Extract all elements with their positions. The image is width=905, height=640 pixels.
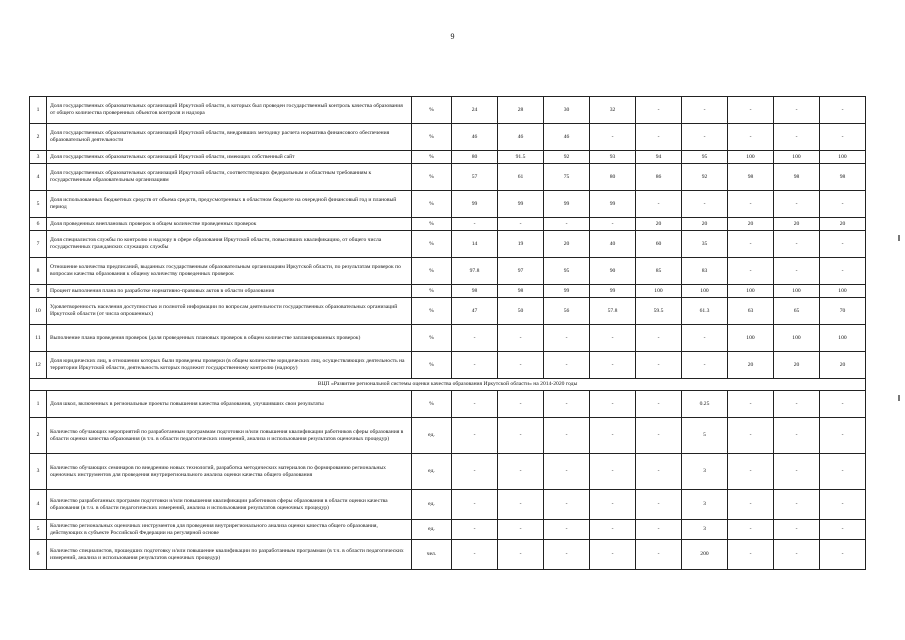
value-cell: 98 xyxy=(820,164,866,191)
value-cell: 100 xyxy=(728,151,774,164)
value-cell: 20 xyxy=(774,352,820,379)
value-cell: - xyxy=(774,97,820,124)
value-cell: - xyxy=(774,191,820,218)
value-cell: - xyxy=(728,418,774,454)
value-cell: - xyxy=(636,490,682,520)
value-cell: - xyxy=(452,352,498,379)
value-cell: - xyxy=(728,454,774,490)
value-cell: - xyxy=(774,391,820,418)
value-cell: 20 xyxy=(728,352,774,379)
value-cell: 65 xyxy=(774,298,820,325)
value-cell: 95 xyxy=(544,258,590,285)
value-cell: - xyxy=(820,258,866,285)
value-cell: - xyxy=(728,520,774,540)
value-cell: - xyxy=(820,418,866,454)
indicator-description-cell: Доля использованных бюджетных средств от объема средств, предусмотренных в областном бюджете на очередной финансовый год и плановый период xyxy=(47,191,412,218)
value-cell: 20 xyxy=(820,352,866,379)
value-cell: - xyxy=(636,97,682,124)
value-cell: - xyxy=(452,540,498,570)
value-cell: 46 xyxy=(544,124,590,151)
table-row xyxy=(30,325,866,352)
value-cell: 99 xyxy=(590,191,636,218)
value-cell: - xyxy=(452,490,498,520)
value-cell: 20 xyxy=(636,218,682,231)
indicator-description-cell: Доля государственных образовательных организаций Иркутской области, имеющих собственный сайт xyxy=(47,151,412,164)
indicator-description-cell: Удовлетворенность населения доступностью и полнотой информации по вопросам деятельности государственных образовательных организаций Иркутской области (от числа опрошенных) xyxy=(47,298,412,325)
unit-cell: % xyxy=(412,391,452,418)
value-cell: - xyxy=(636,352,682,379)
value-cell: - xyxy=(820,490,866,520)
value-cell: - xyxy=(452,325,498,352)
row-number-cell: 9 xyxy=(30,285,47,298)
value-cell: - xyxy=(590,490,636,520)
value-cell: 46 xyxy=(498,124,544,151)
row-number-cell: 7 xyxy=(30,231,47,258)
section-title: ВЦП «Развитие региональной системы оценки качества образования Иркутской области» на 2014-2020 годы xyxy=(30,379,866,391)
value-cell: 100 xyxy=(682,285,728,298)
row-number-cell: 3 xyxy=(30,454,47,490)
value-cell: - xyxy=(682,97,728,124)
indicators-table xyxy=(29,96,866,570)
value-cell: 50 xyxy=(498,298,544,325)
scan-edge-mark xyxy=(898,395,900,401)
value-cell: 61.3 xyxy=(682,298,728,325)
value-cell: 5 xyxy=(682,418,728,454)
value-cell: 86 xyxy=(636,164,682,191)
unit-cell: % xyxy=(412,151,452,164)
indicator-description-cell: Процент выполнения плана по разработке нормативно-правовых актов в области образования xyxy=(47,285,412,298)
value-cell: - xyxy=(682,124,728,151)
unit-cell: % xyxy=(412,298,452,325)
value-cell: 24 xyxy=(452,97,498,124)
value-cell: 92 xyxy=(544,151,590,164)
indicator-description-cell: Отношение количества предписаний, выданных государственным образовательным организациям Иркутской области, по результатам проверок по вопросам качества образования к общему количеству проведенных проверок xyxy=(47,258,412,285)
value-cell: - xyxy=(498,352,544,379)
indicator-description-cell: Доля государственных образовательных организаций Иркутской области, соответствующих федеральным и областным требованиям к государственным образовательным организациям xyxy=(47,164,412,191)
value-cell: 57 xyxy=(452,164,498,191)
value-cell: - xyxy=(452,520,498,540)
value-cell: 3 xyxy=(682,454,728,490)
unit-cell: % xyxy=(412,191,452,218)
table-row xyxy=(30,191,866,218)
row-number-cell: 6 xyxy=(30,218,47,231)
table-row xyxy=(30,418,866,454)
row-number-cell: 8 xyxy=(30,258,47,285)
row-number-cell: 2 xyxy=(30,124,47,151)
value-cell: 19 xyxy=(498,231,544,258)
value-cell: - xyxy=(728,124,774,151)
value-cell: - xyxy=(636,325,682,352)
value-cell: - xyxy=(636,418,682,454)
unit-cell: % xyxy=(412,124,452,151)
page-number: 9 xyxy=(450,32,455,41)
value-cell: - xyxy=(820,124,866,151)
value-cell: - xyxy=(682,325,728,352)
value-cell: 20 xyxy=(820,218,866,231)
value-cell: - xyxy=(544,490,590,520)
table-row xyxy=(30,454,866,490)
value-cell: 61 xyxy=(498,164,544,191)
unit-cell: % xyxy=(412,352,452,379)
row-number-cell: 5 xyxy=(30,191,47,218)
value-cell: 20 xyxy=(544,231,590,258)
value-cell: 85 xyxy=(636,258,682,285)
value-cell: - xyxy=(682,352,728,379)
table-row xyxy=(30,285,866,298)
unit-cell: % xyxy=(412,164,452,191)
value-cell: - xyxy=(636,391,682,418)
value-cell: - xyxy=(544,218,590,231)
value-cell: - xyxy=(498,490,544,520)
row-number-cell: 2 xyxy=(30,418,47,454)
value-cell: - xyxy=(544,418,590,454)
value-cell: - xyxy=(774,258,820,285)
value-cell: - xyxy=(590,325,636,352)
value-cell: 100 xyxy=(728,285,774,298)
value-cell: 100 xyxy=(636,285,682,298)
value-cell: 97 xyxy=(498,258,544,285)
row-number-cell: 4 xyxy=(30,164,47,191)
table-row xyxy=(30,164,866,191)
value-cell: - xyxy=(728,97,774,124)
unit-cell: ед. xyxy=(412,454,452,490)
table-row xyxy=(30,151,866,164)
value-cell: 98 xyxy=(728,164,774,191)
value-cell: - xyxy=(820,97,866,124)
value-cell: - xyxy=(590,520,636,540)
value-cell: - xyxy=(636,191,682,218)
value-cell: - xyxy=(774,418,820,454)
value-cell: 3 xyxy=(682,520,728,540)
value-cell: 63 xyxy=(728,298,774,325)
value-cell: 98 xyxy=(498,285,544,298)
indicator-description-cell: Количество обучающих мероприятий по разработанным программам подготовки и/или повышения квалификации работников сферы образования в области оценки качества образования (в т.ч. в области педагогических измерений, анализа и использования результатов оценочных процедур) xyxy=(47,418,412,454)
value-cell: - xyxy=(820,454,866,490)
value-cell: - xyxy=(728,490,774,520)
row-number-cell: 6 xyxy=(30,540,47,570)
value-cell: - xyxy=(452,454,498,490)
table-row xyxy=(30,352,866,379)
value-cell: - xyxy=(590,391,636,418)
value-cell: - xyxy=(544,520,590,540)
indicator-description-cell: Количество региональных оценочных инструментов для проведения внутрирегионального анализа оценки качества общего образования, действующих в субъекте Российской Федерации на регулярной основе xyxy=(47,520,412,540)
table-row xyxy=(30,218,866,231)
value-cell: 200 xyxy=(682,540,728,570)
value-cell: - xyxy=(728,391,774,418)
value-cell: - xyxy=(590,352,636,379)
value-cell: 59.5 xyxy=(636,298,682,325)
value-cell: 98 xyxy=(452,285,498,298)
value-cell: - xyxy=(452,391,498,418)
value-cell: 20 xyxy=(774,218,820,231)
value-cell: 32 xyxy=(590,97,636,124)
value-cell: - xyxy=(544,352,590,379)
value-cell: - xyxy=(774,454,820,490)
unit-cell: % xyxy=(412,258,452,285)
value-cell: 70 xyxy=(820,298,866,325)
table-row xyxy=(30,124,866,151)
value-cell: 35 xyxy=(682,231,728,258)
value-cell: 80 xyxy=(452,151,498,164)
section-header-row xyxy=(30,379,866,391)
value-cell: 0.25 xyxy=(682,391,728,418)
value-cell: - xyxy=(820,520,866,540)
value-cell: 90 xyxy=(590,258,636,285)
indicator-description-cell: Доля юридических лиц, в отношении которых были проведены проверки (в общем количестве юридических лиц, осуществляющих деятельность на территории Иркутской области, деятельность которых подлежит государственному контролю (надзору) xyxy=(47,352,412,379)
value-cell: 57.8 xyxy=(590,298,636,325)
value-cell: 93 xyxy=(590,151,636,164)
unit-cell: % xyxy=(412,218,452,231)
value-cell: - xyxy=(774,520,820,540)
row-number-cell: 1 xyxy=(30,391,47,418)
row-number-cell: 12 xyxy=(30,352,47,379)
value-cell: - xyxy=(636,124,682,151)
value-cell: 99 xyxy=(544,285,590,298)
value-cell: 100 xyxy=(820,325,866,352)
value-cell: 99 xyxy=(498,191,544,218)
value-cell: - xyxy=(820,231,866,258)
value-cell: - xyxy=(498,520,544,540)
value-cell: - xyxy=(774,540,820,570)
unit-cell: % xyxy=(412,231,452,258)
table-row xyxy=(30,540,866,570)
value-cell: - xyxy=(498,325,544,352)
indicator-description-cell: Доля проведенных внеплановых проверок в общем количестве проведенных проверок xyxy=(47,218,412,231)
value-cell: 99 xyxy=(590,285,636,298)
value-cell: - xyxy=(590,418,636,454)
unit-cell: ед. xyxy=(412,520,452,540)
value-cell: 97.8 xyxy=(452,258,498,285)
value-cell: 46 xyxy=(452,124,498,151)
value-cell: 94 xyxy=(636,151,682,164)
value-cell: - xyxy=(498,218,544,231)
value-cell: 20 xyxy=(682,218,728,231)
value-cell: - xyxy=(728,258,774,285)
value-cell: - xyxy=(820,191,866,218)
value-cell: - xyxy=(728,231,774,258)
indicator-description-cell: Количество специалистов, прошедших подготовку и/или повышение квалификации по разработанным программам (в т.ч. в области педагогических измерений, анализа и использования результатов оценочных процедур) xyxy=(47,540,412,570)
unit-cell: ед. xyxy=(412,490,452,520)
value-cell: 56 xyxy=(544,298,590,325)
unit-cell: чел. xyxy=(412,540,452,570)
value-cell: - xyxy=(590,124,636,151)
value-cell: - xyxy=(774,124,820,151)
table-row xyxy=(30,231,866,258)
value-cell: 98 xyxy=(774,164,820,191)
table-row xyxy=(30,490,866,520)
row-number-cell: 3 xyxy=(30,151,47,164)
table-row xyxy=(30,391,866,418)
value-cell: - xyxy=(636,454,682,490)
value-cell: - xyxy=(636,540,682,570)
indicators-section-a xyxy=(30,97,866,379)
value-cell: - xyxy=(820,391,866,418)
table-row xyxy=(30,298,866,325)
value-cell: - xyxy=(774,231,820,258)
value-cell: - xyxy=(498,418,544,454)
row-number-cell: 4 xyxy=(30,490,47,520)
value-cell: 100 xyxy=(820,285,866,298)
value-cell: - xyxy=(544,391,590,418)
table-row xyxy=(30,97,866,124)
value-cell: - xyxy=(544,325,590,352)
value-cell: 80 xyxy=(590,164,636,191)
indicator-description-cell: Доля государственных образовательных организаций Иркутской области, в которых был проведен государственный контроль качества образования от общего количества проверенных объектов контроля и надзора xyxy=(47,97,412,124)
value-cell: 14 xyxy=(452,231,498,258)
indicator-description-cell: Доля государственных образовательных организаций Иркутской области, внедривших методику расчета норматива финансового обеспечения образовательной деятельности xyxy=(47,124,412,151)
value-cell: - xyxy=(452,218,498,231)
value-cell: - xyxy=(728,191,774,218)
value-cell: - xyxy=(636,520,682,540)
value-cell: 75 xyxy=(544,164,590,191)
value-cell: 3 xyxy=(682,490,728,520)
indicator-description-cell: Количество обучающих семинаров по внедрению новых технологий, разработка методических материалов по формированию региональных оценочных инструментов для проведения внутрирегионального анализа оценки качества общего образования xyxy=(47,454,412,490)
unit-cell: % xyxy=(412,97,452,124)
value-cell: - xyxy=(590,454,636,490)
indicators-section-b xyxy=(30,391,866,570)
value-cell: 47 xyxy=(452,298,498,325)
unit-cell: % xyxy=(412,285,452,298)
table-row xyxy=(30,258,866,285)
value-cell: 20 xyxy=(728,218,774,231)
value-cell: - xyxy=(498,454,544,490)
value-cell: - xyxy=(820,540,866,570)
value-cell: 83 xyxy=(682,258,728,285)
value-cell: - xyxy=(728,540,774,570)
indicator-description-cell: Выполнение плана проведения проверок (доля проведенных плановых проверок в общем количестве запланированных проверок) xyxy=(47,325,412,352)
value-cell: 99 xyxy=(452,191,498,218)
value-cell: 100 xyxy=(774,325,820,352)
row-number-cell: 11 xyxy=(30,325,47,352)
value-cell: 40 xyxy=(590,231,636,258)
value-cell: 92 xyxy=(682,164,728,191)
value-cell: 100 xyxy=(728,325,774,352)
value-cell: 100 xyxy=(774,151,820,164)
value-cell: 28 xyxy=(498,97,544,124)
value-cell: - xyxy=(590,218,636,231)
value-cell: 60 xyxy=(636,231,682,258)
value-cell: 99 xyxy=(544,191,590,218)
unit-cell: % xyxy=(412,325,452,352)
value-cell: 100 xyxy=(774,285,820,298)
value-cell: - xyxy=(774,490,820,520)
row-number-cell: 1 xyxy=(30,97,47,124)
indicator-description-cell: Доля школ, включенных в региональные проекты повышения качества образования, улучшивших свои результаты xyxy=(47,391,412,418)
indicator-description-cell: Доля специалистов службы по контролю и надзору в сфере образования Иркутской области, повысивших квалификацию, от общего числа государственных гражданских служащих службы xyxy=(47,231,412,258)
value-cell: - xyxy=(682,191,728,218)
table-row xyxy=(30,520,866,540)
value-cell: 91.5 xyxy=(498,151,544,164)
row-number-cell: 5 xyxy=(30,520,47,540)
indicator-description-cell: Количество разработанных программ подготовки и/или повышения квалификации работников сферы образования в области оценки качества образования (в т.ч. в области педагогических измерений, анализа и использования результатов оценочных процедур) xyxy=(47,490,412,520)
unit-cell: ед. xyxy=(412,418,452,454)
value-cell: - xyxy=(544,454,590,490)
scan-edge-mark xyxy=(898,235,900,241)
value-cell: 100 xyxy=(820,151,866,164)
row-number-cell: 10 xyxy=(30,298,47,325)
value-cell: - xyxy=(590,540,636,570)
value-cell: - xyxy=(544,540,590,570)
value-cell: 95 xyxy=(682,151,728,164)
value-cell: - xyxy=(498,540,544,570)
value-cell: - xyxy=(498,391,544,418)
value-cell: - xyxy=(452,418,498,454)
value-cell: 30 xyxy=(544,97,590,124)
